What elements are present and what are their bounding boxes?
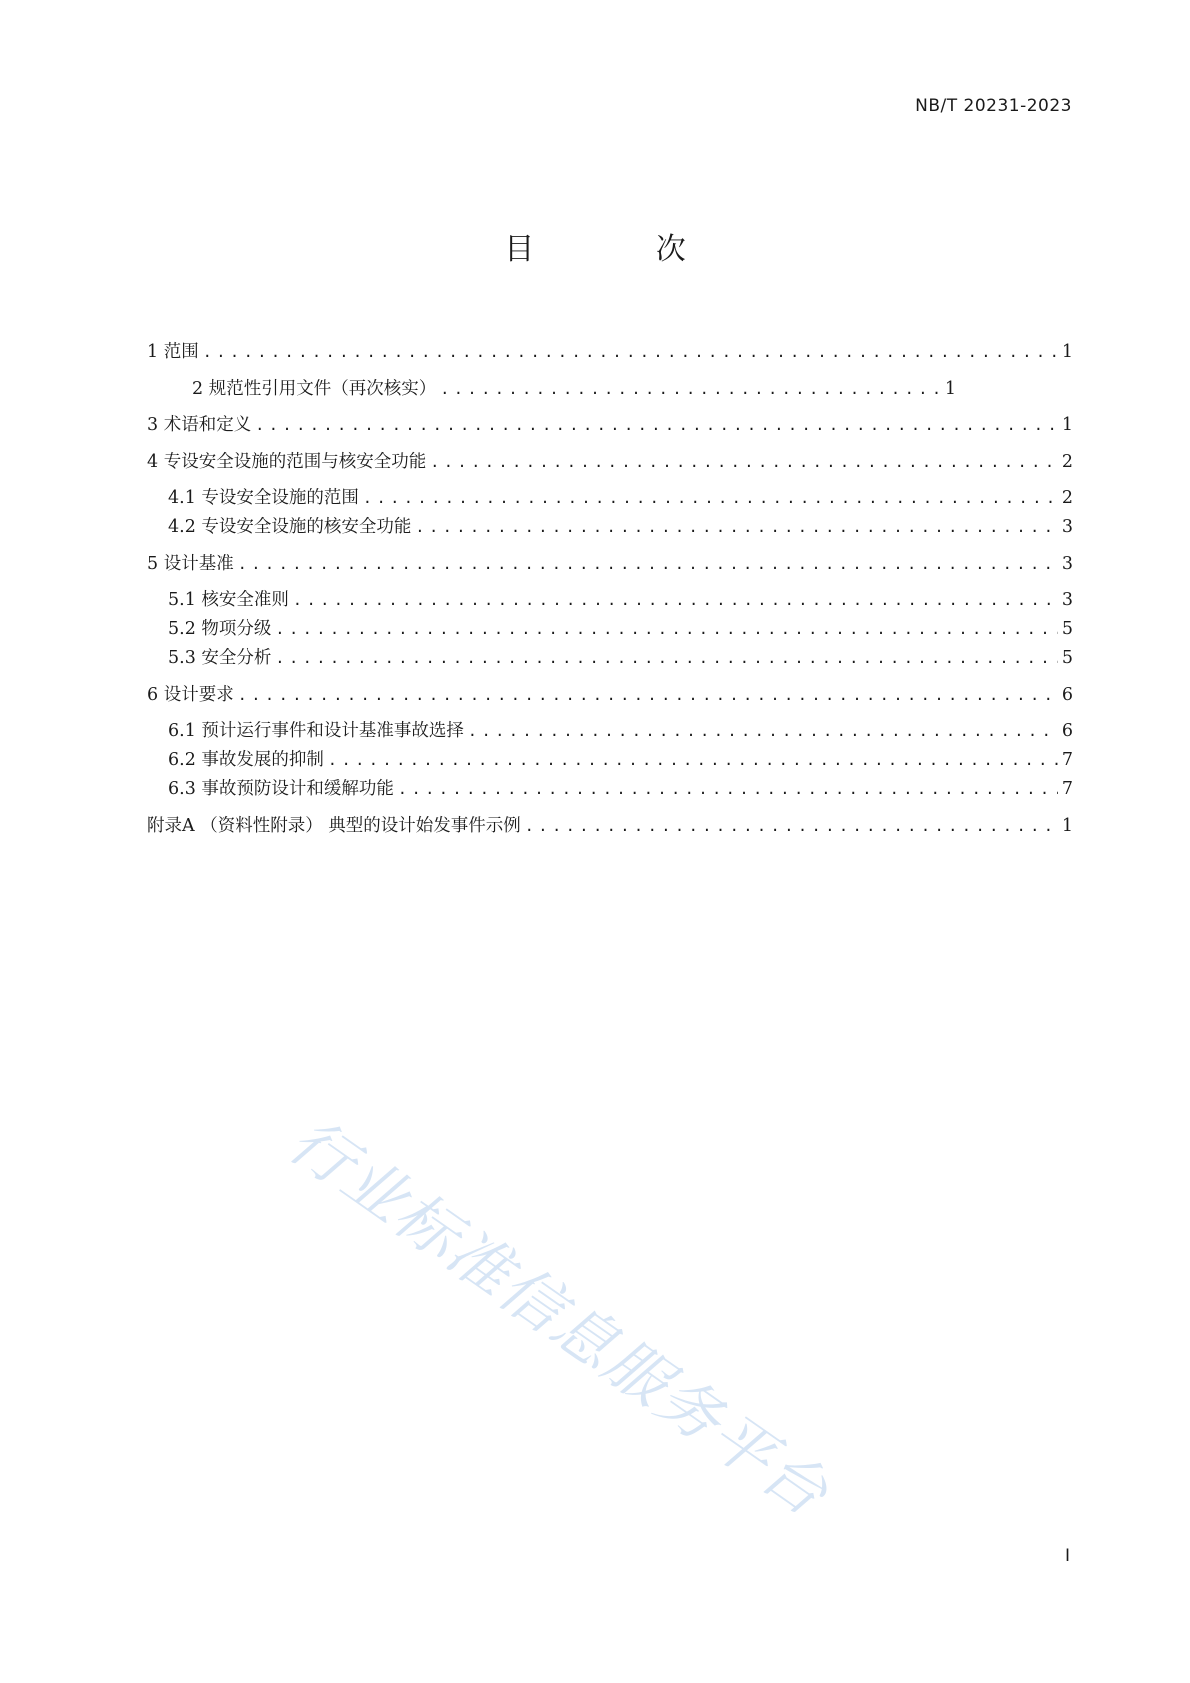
toc-entry-label: 附录A （资料性附录） 典型的设计始发事件示例: [147, 816, 521, 836]
toc-entry-5-1[interactable]: [168, 587, 1073, 613]
toc-entry-page: 3: [1061, 590, 1073, 610]
toc-entry-page: 1: [1061, 342, 1073, 362]
toc-leader-dots: [238, 551, 1058, 577]
toc-entry-label: 1 范围: [147, 342, 199, 362]
toc-entry-page: 1: [1061, 415, 1073, 435]
toc-entry-page: 1: [1061, 816, 1073, 836]
toc-leader-dots: [468, 718, 1058, 744]
watermark: 行业标准信息服务平台: [276, 1103, 843, 1531]
toc-entry-label: 4.2 专设安全设施的核安全功能: [168, 517, 412, 537]
toc-entry-6[interactable]: [147, 682, 1073, 708]
toc-leader-dots: [525, 813, 1058, 839]
toc-entry-label: 5.1 核安全准则: [168, 590, 289, 610]
toc-entry-page: 7: [1061, 750, 1073, 770]
page-number: I: [1064, 1546, 1070, 1566]
toc-entry-page: 5: [1061, 619, 1073, 639]
toc-entry-label: 6.2 事故发展的抑制: [168, 750, 324, 770]
toc-entry-3[interactable]: [147, 412, 1073, 438]
toc-entry-label: 2 规范性引用文件（再次核实）: [192, 379, 437, 399]
toc-entry-6-2[interactable]: [168, 747, 1073, 773]
toc-entry-label: 5 设计基准: [147, 554, 234, 574]
toc-entry-label: 6.1 预计运行事件和设计基准事故选择: [168, 721, 464, 741]
toc-leader-dots: [430, 449, 1058, 475]
toc-entry-page: 7: [1061, 779, 1073, 799]
toc-leader-dots: [275, 645, 1057, 671]
toc-entry-6-3[interactable]: [168, 776, 1073, 802]
toc-entry-label: 6.3 事故预防设计和缓解功能: [168, 779, 394, 799]
toc-leader-dots: [328, 747, 1058, 773]
toc-entry-page: 2: [1061, 452, 1073, 472]
toc-leader-dots: [275, 616, 1057, 642]
toc-leader-dots: [440, 376, 941, 402]
page-title: 目 次: [504, 232, 742, 267]
toc-entry-5-2[interactable]: [168, 616, 1073, 642]
toc-leader-dots: [238, 682, 1058, 708]
toc-entry-label: 4.1 专设安全设施的范围: [168, 488, 359, 508]
toc-leader-dots: [203, 339, 1058, 365]
toc-entry-page: 3: [1061, 517, 1073, 537]
toc-leader-dots: [293, 587, 1058, 613]
toc-entry-page: 2: [1061, 488, 1073, 508]
toc-entry-4[interactable]: [147, 449, 1073, 475]
toc-entry-appendix-a[interactable]: [147, 813, 1073, 839]
toc-entry-5[interactable]: [147, 551, 1073, 577]
toc-entry-label: 4 专设安全设施的范围与核安全功能: [147, 452, 427, 472]
toc-entry-page: 5: [1061, 648, 1073, 668]
toc-leader-dots: [398, 776, 1058, 802]
toc-entry-page: 6: [1061, 721, 1073, 741]
toc-leader-dots: [255, 412, 1058, 438]
toc-entry-4-2[interactable]: [168, 514, 1073, 540]
toc-entry-page: 3: [1061, 554, 1073, 574]
toc-leader-dots: [415, 514, 1057, 540]
toc-entry-label: 6 设计要求: [147, 685, 234, 705]
toc-entry-label: 5.3 安全分析: [168, 648, 272, 668]
toc-entry-page: 1: [944, 379, 956, 399]
toc-entry-page: 6: [1061, 685, 1073, 705]
toc-entry-6-1[interactable]: [168, 718, 1073, 744]
toc-entry-4-1[interactable]: [168, 485, 1073, 511]
toc-entry-label: 3 术语和定义: [147, 415, 252, 435]
document-code: NB/T 20231-2023: [915, 96, 1072, 116]
toc-leader-dots: [363, 485, 1058, 511]
toc-entry-2[interactable]: [192, 376, 956, 402]
toc-entry-label: 5.2 物项分级: [168, 619, 272, 639]
toc-entry-1[interactable]: [147, 339, 1073, 365]
toc-entry-5-3[interactable]: [168, 645, 1073, 671]
